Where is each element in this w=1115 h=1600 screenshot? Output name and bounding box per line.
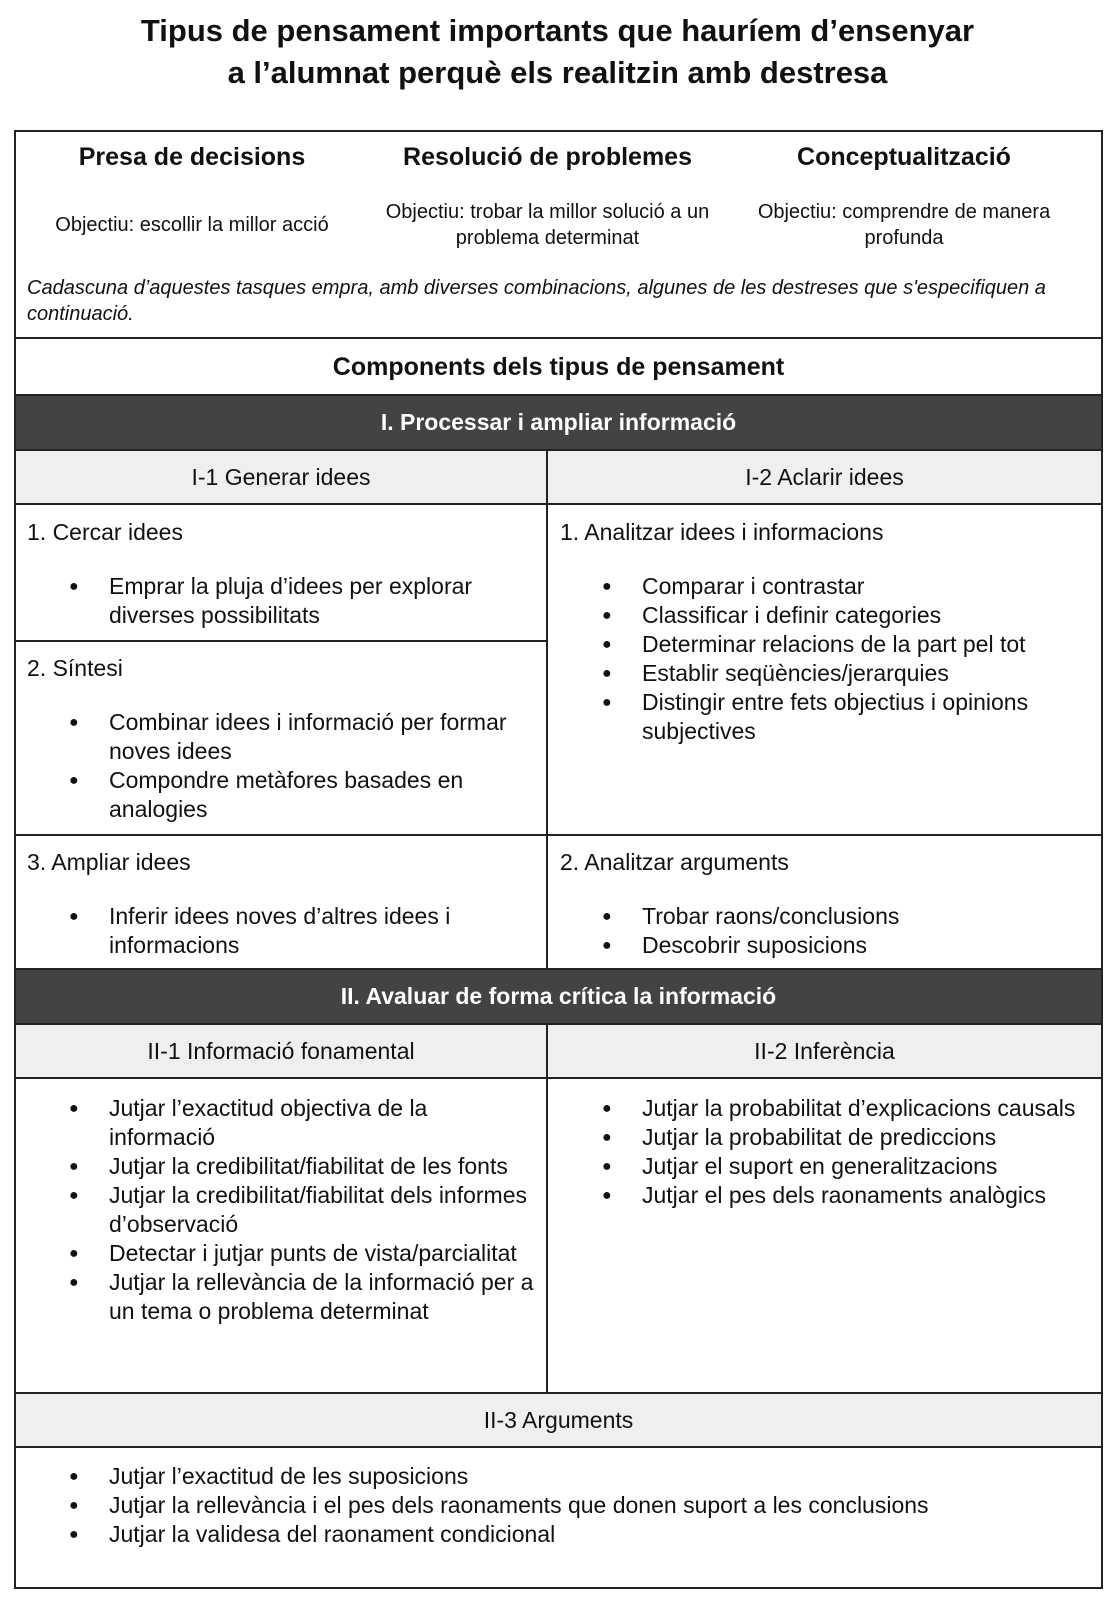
generar-cell-3-list [27, 902, 537, 960]
col-header-arguments: II-3 Arguments [16, 1394, 1101, 1446]
list-item: ● Jutjar el suport en generalitzacions [560, 1152, 1090, 1181]
aclarir-cell-2-list [560, 902, 1090, 960]
task-name-concept: Conceptualització [797, 143, 1011, 171]
aclarir-cell-1-list [560, 572, 1090, 746]
list-item: ● Jutjar la probabilitat de prediccions [560, 1123, 1090, 1152]
list-item: ● Jutjar el pes dels raonaments analògics [560, 1181, 1090, 1210]
list-item: ● Jutjar l’exactitud objectiva de la informació [27, 1094, 537, 1152]
inferencia-list [560, 1094, 1090, 1210]
aclarir-cell-1-title: 1. Analitzar idees i informacions [560, 519, 884, 545]
components-heading: Components dels tipus de pensament [332, 353, 785, 381]
aclarir-cell-2-title: 2. Analitzar arguments [560, 849, 789, 875]
list-item: ● Inferir idees noves d’altres idees i informacions [27, 902, 537, 960]
col-header-aclarir: I-2 Aclarir idees [548, 451, 1101, 503]
task-name-problems: Resolució de problemes [403, 143, 692, 171]
list-item: ● Determinar relacions de la part pel tot [560, 630, 1090, 659]
generar-cell-2-list [27, 708, 537, 824]
list-item: ● Detectar i jutjar punts de vista/parcialitat [27, 1239, 537, 1268]
arguments-list [27, 1462, 1087, 1549]
list-item: ● Combinar idees i informació per formar noves idees [27, 708, 537, 766]
title-line-2: a l’alumnat perquè els realitzin amb destresa [227, 55, 888, 90]
list-item: ● Comparar i contrastar [560, 572, 1090, 601]
task-objective-problems: Objectiu: trobar la millor solució a un problema determinat [385, 201, 710, 249]
task-objective-concept: Objectiu: comprendre de manera profunda [757, 201, 1051, 249]
list-item: ● Jutjar la probabilitat d’explicacions causals [560, 1094, 1090, 1123]
generar-cell-3-title: 3. Ampliar idees [27, 849, 191, 875]
generar-cell-1-list [27, 572, 537, 630]
generar-cell-1-title: 1. Cercar idees [27, 519, 183, 545]
list-item: ● Distingir entre fets objectius i opinions subjectives [560, 688, 1090, 746]
section-1-header: I. Processar i ampliar informació [16, 396, 1101, 449]
task-name-decisions: Presa de decisions [78, 143, 306, 171]
list-item: ● Establir seqüències/jerarquies [560, 659, 1090, 688]
col-header-inferencia: II-2 Inferència [548, 1025, 1101, 1077]
list-item: ● Jutjar l’exactitud de les suposicions [27, 1462, 1087, 1491]
section-2-header: II. Avaluar de forma crítica la informació [16, 970, 1101, 1023]
list-item: ● Jutjar la rellevància de la informació per a un tema o problema determinat [27, 1268, 537, 1326]
list-item: ● Jutjar la rellevància i el pes dels raonaments que donen suport a les conclusions [27, 1491, 1087, 1520]
fonamental-list [27, 1094, 537, 1326]
task-objective-decisions: Objectiu: escollir la millor acció [55, 214, 329, 236]
generar-cell-2-title: 2. Síntesi [27, 655, 123, 681]
list-item: ● Trobar raons/conclusions [560, 902, 1090, 931]
intro-note: Cadascuna d’aquestes tasques empra, amb diverses combinacions, algunes de les destreses que s'especifiquen a continuació. [27, 277, 1046, 325]
col-header-generar: I-1 Generar idees [16, 451, 546, 503]
list-item: ● Compondre metàfores basades en analogies [27, 766, 537, 824]
title-line-1: Tipus de pensament importants que hauríem d’ensenyar [140, 13, 975, 48]
list-item: ● Descobrir suposicions [560, 931, 1090, 960]
list-item: ● Jutjar la validesa del raonament condicional [27, 1520, 1087, 1549]
list-item: ● Emprar la pluja d’idees per explorar diverses possibilitats [27, 572, 537, 630]
list-item: ● Jutjar la credibilitat/fiabilitat de les fonts [27, 1152, 537, 1181]
list-item: ● Classificar i definir categories [560, 601, 1090, 630]
page-title [0, 10, 1115, 94]
list-item: ● Jutjar la credibilitat/fiabilitat dels informes d’observació [27, 1181, 537, 1239]
col-header-fonamental: II-1 Informació fonamental [16, 1025, 546, 1077]
